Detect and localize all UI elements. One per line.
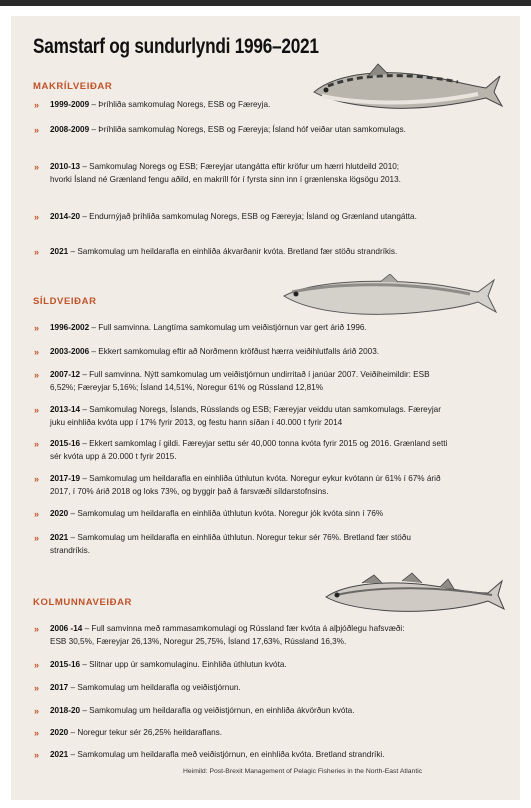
item-year: 1999-2009 xyxy=(50,100,90,109)
item-text: – Full samvinna. Langtíma samkomulag um veiðistjórnun var gert árið 1996. xyxy=(89,323,367,332)
item-text: – Samkomulag um heildarafla og veiðistjórnun, en einhliða ákvörðun kvóta. xyxy=(80,706,355,715)
item-text: – Samkomulag Noregs, Íslands, Rússlands og ESB; Færeyjar veiddu utan samkomulags. Færeyjar juku einhliða kvóta upp í 17% fyrir 2013, og festu hann síðan í 40.000 t fyrir 2014 xyxy=(50,405,441,427)
list-item xyxy=(35,623,420,648)
bullet-chevron-icon: » xyxy=(34,100,40,110)
item-text: – Full samvinna með rammasamkomulagi og Rússland fær kvóta á alþjóðlegu hafsvæði: ESB 30,5%, Færeyjar 26,13%, Noregur 25,75%, Ísland 17,63%, Rússland 16,3%. xyxy=(50,624,405,646)
item-year: 2015-16 xyxy=(50,439,81,448)
item-text: – Samkomulag Noregs og ESB; Færeyjar utangátta eftir kröfur um hærri hlutdeild 2010; hvorki Ísland né Grænland fengu aðild, en makríll fór í fyrsta sinn inn í grænlenska lögsögu 2013. xyxy=(50,162,401,184)
list-item xyxy=(35,727,455,740)
item-text: – Endurnýjað þríhliða samkomulag Noregs, ESB og Færeyja; Ísland og Grænland utangátta. xyxy=(80,212,417,221)
item-year: 2021 xyxy=(50,750,69,759)
bullet-chevron-icon: » xyxy=(34,706,40,716)
list-item xyxy=(35,508,455,521)
item-text: – Samkomulag um heildarafla og veiðistjórnun. xyxy=(68,683,241,692)
bullet-chevron-icon: » xyxy=(34,370,40,380)
item-year: 2017-19 xyxy=(50,474,81,483)
item-text: – Full samvinna. Nýtt samkomulag um veiðistjórnun undirritað í janúar 2007. Veiðiheimildir: ESB 6,52%; Færeyjar 5,16%; Ísland 14,51%, Noregur 61% og Rússland 12,81% xyxy=(50,370,430,392)
list-item xyxy=(35,438,455,463)
item-text: – Noregur tekur sér 26,25% heildaraflans. xyxy=(68,728,223,737)
item-year: 2010-13 xyxy=(50,162,81,171)
bullet-chevron-icon: » xyxy=(34,660,40,670)
bullet-chevron-icon: » xyxy=(34,533,40,543)
section-heading-kolmunnaveidar: KOLMUNNAVEIÐAR xyxy=(33,597,132,608)
herring-illustration xyxy=(280,274,500,320)
item-year: 2017 xyxy=(50,683,69,692)
item-text: – Ekkert samkomlag í gildi. Færeyjar settu sér 40,000 tonna kvóta fyrir 2015 og 2016. Grænland setti sér kvóta upp á 20.000 t fyrir 2015. xyxy=(50,439,448,461)
bullet-chevron-icon: » xyxy=(34,247,40,257)
bullet-chevron-icon: » xyxy=(34,509,40,519)
item-text: – Samkomulag um heildarafla en einhliða úthlutun kvóta. Noregur jók kvóta sinn í 76% xyxy=(68,509,384,518)
item-text: – Samkomulag um heildarafla en einhliða úthlutun. Noregur tekur sér 76%. Bretland fær stöðu strandríkis. xyxy=(50,533,411,555)
section-heading-sildveidar: SÍLDVEIÐAR xyxy=(33,296,97,307)
list-item xyxy=(35,346,455,359)
item-year: 2008-2009 xyxy=(50,125,90,134)
bullet-chevron-icon: » xyxy=(34,683,40,693)
list-item xyxy=(35,532,420,557)
item-text: – Þríhliða samkomulag Noregs, ESB og Færeyja; Ísland hóf veiðar utan samkomulags. xyxy=(89,125,406,134)
infographic-title: Samstarf og sundurlyndi 1996–2021 xyxy=(33,35,319,58)
list-item xyxy=(35,246,455,259)
bullet-chevron-icon: » xyxy=(34,347,40,357)
item-text: – Samkomulag um heildarafla með veiðistjórnun, en einhliða kvóta. Bretland strandríki. xyxy=(68,750,385,759)
item-text: – Ekkert samkomulag eftir að Norðmenn kröfðust hærra veiðihlutfalls árið 2003. xyxy=(89,347,380,356)
bullet-chevron-icon: » xyxy=(34,624,40,634)
section-heading-makrilveidar: MAKRÍLVEIÐAR xyxy=(33,81,113,92)
list-item xyxy=(35,404,455,429)
list-item xyxy=(35,124,420,137)
bullet-chevron-icon: » xyxy=(34,405,40,415)
list-item xyxy=(35,322,455,335)
item-text: – Samkomulag um heildarafla en einhliða ákvarðanir kvóta. Bretland fær stöðu strandríkis. xyxy=(68,247,398,256)
bullet-chevron-icon: » xyxy=(34,323,40,333)
item-year: 2013-14 xyxy=(50,405,81,414)
bullet-chevron-icon: » xyxy=(34,728,40,738)
list-item xyxy=(35,473,455,498)
bullet-chevron-icon: » xyxy=(34,212,40,222)
item-text: – Samkomulag um heildarafla en einhliða úthlutun kvóta. Noregur eykur kvótann úr 61% í 67% árið 2017, í 70% árið 2018 og loks 73%, og byggir það á farsvæði síldarstofnsins. xyxy=(50,474,441,496)
blue-whiting-illustration xyxy=(322,571,506,617)
bullet-chevron-icon: » xyxy=(34,750,40,760)
bullet-chevron-icon: » xyxy=(34,474,40,484)
list-item xyxy=(35,682,455,695)
source-credit: Heimild: Post-Brexit Management of Pelagic Fisheries in the North-East Atlantic xyxy=(183,768,423,775)
bullet-chevron-icon: » xyxy=(34,125,40,135)
item-year: 2003-2006 xyxy=(50,347,90,356)
item-year: 2007-12 xyxy=(50,370,81,379)
list-item xyxy=(35,369,455,394)
item-year: 2006 -14 xyxy=(50,624,83,633)
list-item xyxy=(35,659,455,672)
item-year: 2014-20 xyxy=(50,212,81,221)
item-year: 2021 xyxy=(50,247,69,256)
list-item xyxy=(35,99,420,112)
list-item xyxy=(35,749,455,762)
item-year: 1996-2002 xyxy=(50,323,90,332)
item-year: 2015-16 xyxy=(50,660,81,669)
item-year: 2018-20 xyxy=(50,706,81,715)
list-item xyxy=(35,161,420,186)
top-rule xyxy=(0,0,531,6)
item-text: – Þríhliða samkomulag Noregs, ESB og Færeyja. xyxy=(89,100,271,109)
item-year: 2020 xyxy=(50,728,69,737)
list-item xyxy=(35,705,455,718)
bullet-chevron-icon: » xyxy=(34,162,40,172)
list-item xyxy=(35,211,420,224)
item-year: 2020 xyxy=(50,509,69,518)
item-year: 2021 xyxy=(50,533,69,542)
bullet-chevron-icon: » xyxy=(34,439,40,449)
item-text: – Slitnar upp úr samkomulaginu. Einhliða úthlutun kvóta. xyxy=(80,660,287,669)
